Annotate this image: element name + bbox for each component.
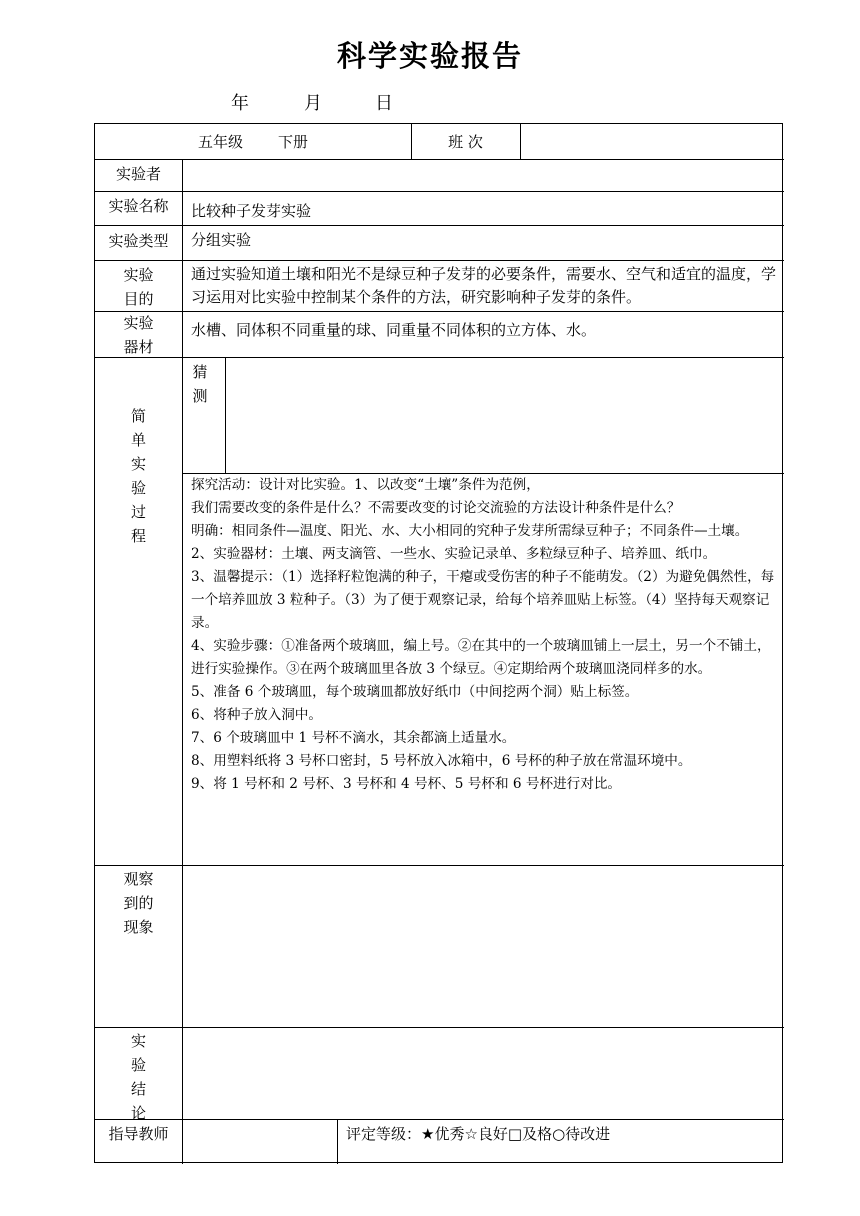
experiment-type-label: 实验类型 xyxy=(108,232,169,250)
observation-label xyxy=(95,867,182,939)
grade-label: 五年级 xyxy=(198,133,244,151)
conclusion-label-char: 论 xyxy=(130,1104,146,1122)
rating-options: 评定等级：★优秀☆良好□及格○待改进 xyxy=(346,1125,611,1143)
process-line: 我们需要改变的条件是什么？不需要改变的讨论交流验的方法设计种条件是什么？ xyxy=(191,500,681,516)
process-label-char: 单 xyxy=(130,431,146,449)
experiment-name-value: 比较种子发芽实验 xyxy=(191,202,312,220)
purpose-text: 通过实验知道土壤和阳光不是绿豆种子发芽的必要条件，需要水、空气和适宜的温度，学习运用对比实验中控制某个条件的方法，研究影响种子发芽的条件。 xyxy=(191,265,777,306)
date-line xyxy=(0,89,860,113)
experiment-name-label: 实验名称 xyxy=(108,197,169,215)
process-line: 7、6 个玻璃皿中 1 号杯不滴水，其余都滴上适量水。 xyxy=(191,730,516,746)
purpose-label-line-2: 目的 xyxy=(123,290,154,308)
report-title: 科学实验报告 xyxy=(336,39,523,73)
report-table xyxy=(94,123,783,1163)
process-line: 9、将 1 号杯和 2 号杯、3 号杯和 4 号杯、5 号杯和 6 号杯进行对比。 xyxy=(191,776,622,792)
process-line: 6、将种子放入洞中。 xyxy=(191,707,322,723)
process-line: 明确：相同条件—温度、阳光、水、大小相同的究种子发芽所需绿豆种子；不同条件—土壤。 xyxy=(191,523,749,539)
conclusion-label-char: 实 xyxy=(130,1032,146,1050)
observation-label-line: 观察 xyxy=(123,870,154,888)
purpose-label xyxy=(95,263,182,311)
conclusion-label-char: 结 xyxy=(130,1080,146,1098)
conclusion-label-char: 验 xyxy=(130,1056,146,1074)
process-label-char: 过 xyxy=(130,503,146,521)
conclusion-label xyxy=(95,1029,182,1125)
experiment-type-value: 分组实验 xyxy=(191,231,252,249)
guess-label-char: 测 xyxy=(192,387,208,405)
teacher-label: 指导教师 xyxy=(108,1125,169,1143)
purpose-label-line-1: 实验 xyxy=(123,266,154,284)
process-line: 3、温馨提示：（1）选择籽粒饱满的种子，干瘪或受伤害的种子不能萌发。（2）为避免偶然性，每一个培养皿放 3 粒种子。（3）为了便于观察记录，给每个培养皿贴上标签。（4）坚持每天观察记录。 xyxy=(191,569,775,631)
process-label-char: 简 xyxy=(130,407,146,425)
process-line: 8、用塑料纸将 3 号杯口密封，5 号杯放入冰箱中，6 号杯的种子放在常温环境中。 xyxy=(191,753,692,769)
observation-label-line: 现象 xyxy=(123,918,154,936)
date-day-label: 日 xyxy=(375,93,393,114)
process-label-char: 程 xyxy=(130,527,146,545)
process-label xyxy=(95,404,182,548)
observation-label-line: 到的 xyxy=(123,894,154,912)
process-steps xyxy=(191,474,781,796)
process-label-char: 验 xyxy=(130,479,146,497)
process-line: 2、实验器材：土壤、两支滴管、一些水、实验记录单、多粒绿豆种子、培养皿、纸巾。 xyxy=(191,546,717,562)
guess-label-char: 猜 xyxy=(192,363,208,381)
guess-label xyxy=(182,360,218,408)
materials-text: 水槽、同体积不同重量的球、同重量不同体积的立方体、水。 xyxy=(191,321,597,339)
class-label: 班 次 xyxy=(448,133,483,151)
process-label-char: 实 xyxy=(130,455,146,473)
process-line: 4、实验步骤：①准备两个玻璃皿，编上号。②在其中的一个玻璃皿铺上一层土，另一个不铺土，进行实验操作。③在两个玻璃皿里各放 3 个绿豆。④定期给两个玻璃皿浇同样多的水。 xyxy=(191,638,771,677)
materials-label xyxy=(95,311,182,359)
date-year-label: 年 xyxy=(231,93,249,114)
experimenter-label: 实验者 xyxy=(115,165,161,183)
process-line: 5、准备 6 个玻璃皿，每个玻璃皿都放好纸巾（中间挖两个洞）贴上标签。 xyxy=(191,684,639,700)
materials-label-line-2: 器材 xyxy=(123,338,154,356)
date-month-label: 月 xyxy=(304,93,322,114)
materials-label-line-1: 实验 xyxy=(123,314,154,332)
process-line: 探究活动：设计对比实验。1、以改变“土壤”条件为范例， xyxy=(191,477,540,493)
book-label: 下册 xyxy=(278,133,309,151)
